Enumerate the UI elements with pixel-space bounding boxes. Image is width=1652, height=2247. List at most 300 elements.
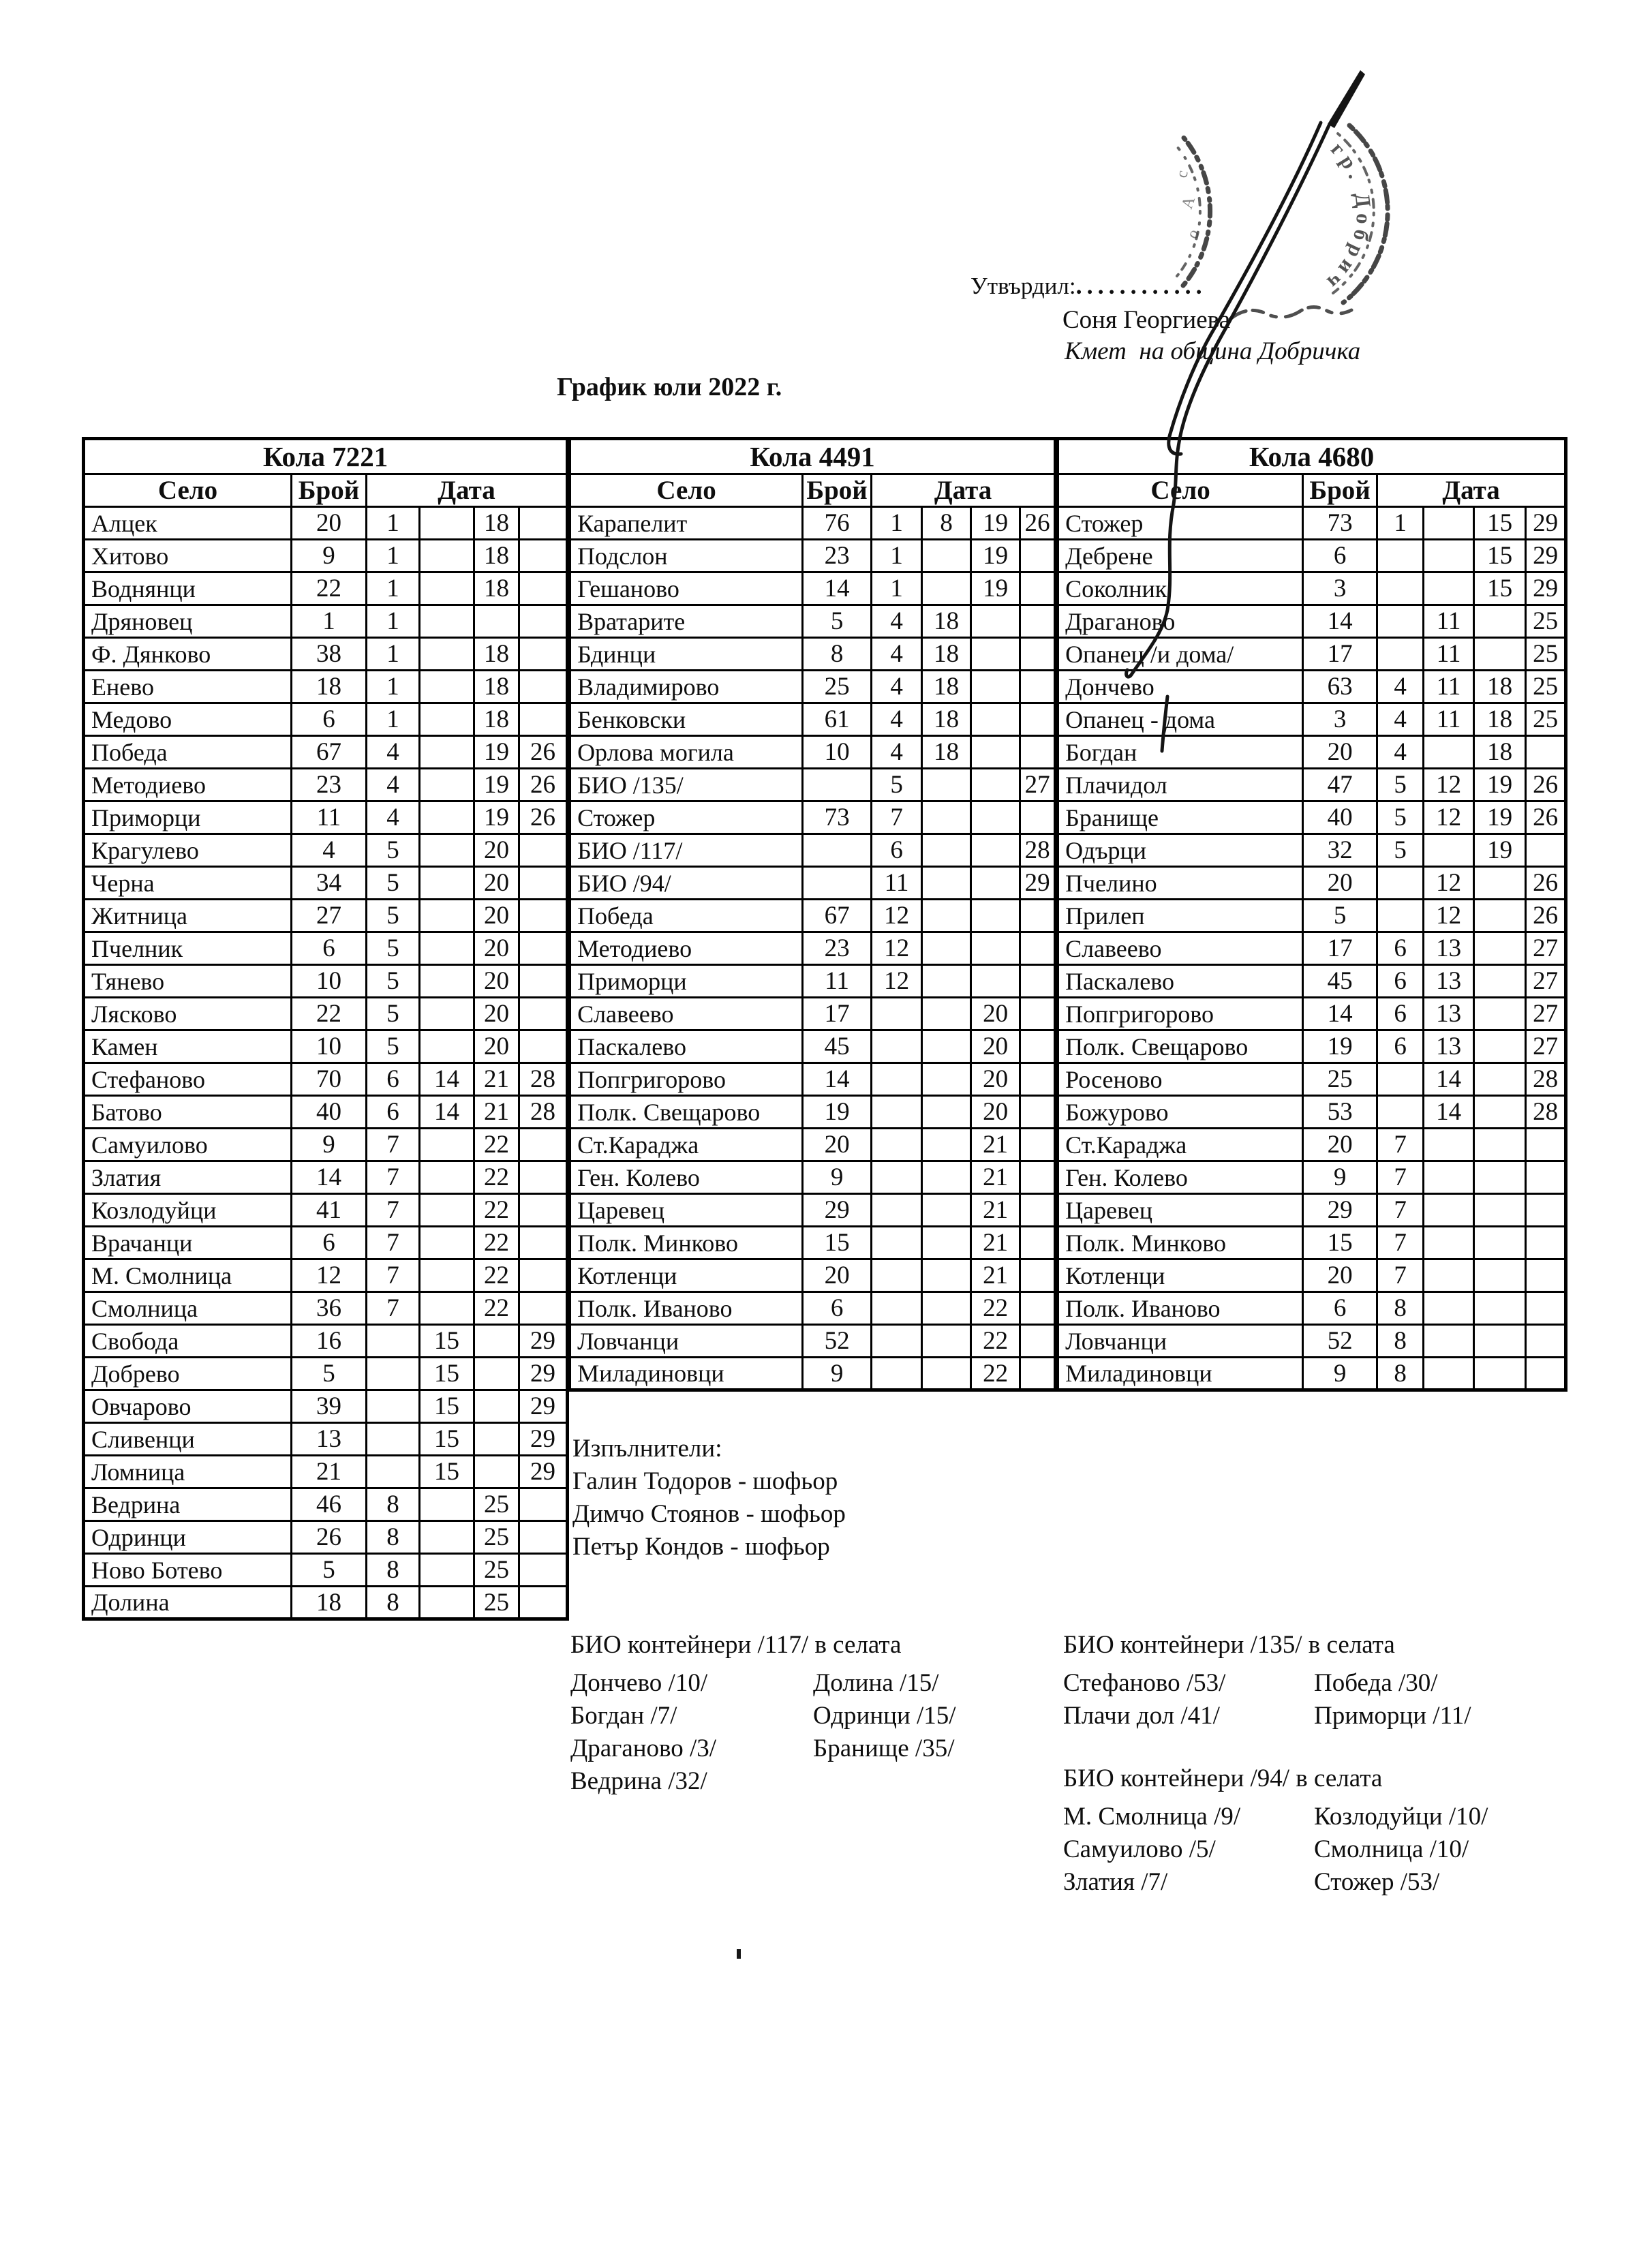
date-cell [420,605,474,638]
table-row [570,572,1056,605]
table-row [84,932,568,965]
date-cell [519,867,568,900]
date-cell [1526,834,1566,867]
date-cell: 13 [1424,1030,1474,1063]
date-cell: 19 [971,507,1020,540]
table-row [1058,998,1566,1030]
table-row [1058,932,1566,965]
village-cell: Подслон [570,540,803,572]
date-cell: 15 [1474,540,1526,572]
date-cell: 27 [1020,769,1056,801]
table-row [1058,736,1566,769]
date-cell: 1 [1377,507,1424,540]
date-cell: 19 [1474,769,1526,801]
date-cell [1526,1325,1566,1358]
date-cell [1020,671,1056,703]
date-cell [922,1063,971,1096]
table-row [570,1358,1056,1390]
count-cell: 25 [803,671,872,703]
village-cell: Сливенци [84,1423,292,1456]
table-row [84,1227,568,1259]
date-cell: 4 [1377,703,1424,736]
date-cell [1020,605,1056,638]
bio-village-item: Козлодуйци /10/ [1314,1803,1488,1831]
date-cell [922,801,971,834]
village-cell: Росеново [1058,1063,1303,1096]
bio-village-item: Златия /7/ [1063,1868,1168,1896]
village-cell: Камен [84,1030,292,1063]
date-cell: 13 [1424,998,1474,1030]
table-row [84,1030,568,1063]
table-row [1058,900,1566,932]
date-cell [420,867,474,900]
bio-heading: БИО контейнери /117/ в селата [570,1631,902,1659]
count-cell: 29 [803,1194,872,1227]
count-cell: 20 [803,1129,872,1161]
village-cell: Ст.Караджа [1058,1129,1303,1161]
village-cell: Миладиновци [570,1358,803,1390]
table-row [1058,572,1566,605]
village-cell: Богдан [1058,736,1303,769]
table-row [570,1030,1056,1063]
date-cell: 19 [474,801,519,834]
date-cell: 7 [1377,1227,1424,1259]
date-cell [420,736,474,769]
date-cell [420,1030,474,1063]
date-cell [922,1358,971,1390]
table-row [84,900,568,932]
date-cell [420,1488,474,1521]
table-row [84,1292,568,1325]
village-cell: Приморци [84,801,292,834]
table-row [570,671,1056,703]
count-cell: 39 [292,1390,367,1423]
date-cell: 7 [1377,1194,1424,1227]
date-cell [1020,900,1056,932]
village-cell: Ловчанци [570,1325,803,1358]
village-column-header: Село [84,474,292,507]
village-cell: Гешаново [570,572,803,605]
date-cell: 28 [519,1096,568,1129]
village-cell: Бранище [1058,801,1303,834]
date-cell [872,1325,922,1358]
village-cell: Добрево [84,1358,292,1390]
table-row [570,998,1056,1030]
stamp-arc-right-outer [1343,125,1388,303]
date-cell [922,867,971,900]
village-cell: Дебрене [1058,540,1303,572]
count-cell: 29 [1303,1194,1377,1227]
village-cell: Смолница [84,1292,292,1325]
count-cell: 40 [292,1096,367,1129]
date-cell [420,703,474,736]
table-row [84,998,568,1030]
date-cell: 20 [474,932,519,965]
count-cell [803,834,872,867]
village-column-header: Село [570,474,803,507]
village-cell: Опанец - дома [1058,703,1303,736]
date-cell [420,671,474,703]
date-cell: 14 [1424,1096,1474,1129]
date-cell: 22 [474,1292,519,1325]
date-cell: 7 [1377,1259,1424,1292]
date-cell [872,1194,922,1227]
count-cell: 6 [292,1227,367,1259]
stamp-arc-left-outer [1183,137,1210,286]
date-cell [1474,638,1526,671]
driver-name: Петър Кондов - шофьор [572,1533,830,1561]
date-cell [519,900,568,932]
date-cell: 26 [519,769,568,801]
date-cell [1020,801,1056,834]
stamp-arc-right-inner [1333,134,1374,293]
table-row [84,1358,568,1390]
count-cell: 14 [803,1063,872,1096]
table-row [1058,1129,1566,1161]
date-cell: 25 [1526,703,1566,736]
date-cell: 25 [474,1554,519,1587]
table-row [570,932,1056,965]
car-table-4491 [569,437,1057,1392]
count-cell: 23 [292,769,367,801]
date-cell: 6 [1377,998,1424,1030]
count-cell: 5 [1303,900,1377,932]
date-cell: 20 [474,834,519,867]
village-cell: Бенковски [570,703,803,736]
bio-column-left [1063,1668,1314,1734]
date-cell [474,605,519,638]
date-cell [1424,1194,1474,1227]
date-cell [1377,900,1424,932]
date-cell: 8 [922,507,971,540]
table-row [84,1129,568,1161]
date-cell [1020,965,1056,998]
date-cell: 21 [971,1194,1020,1227]
date-cell [1020,932,1056,965]
driver-name: Димчо Стоянов - шофьор [572,1500,846,1528]
count-cell: 8 [803,638,872,671]
date-cell: 6 [1377,932,1424,965]
date-cell: 29 [1526,507,1566,540]
date-cell: 15 [1474,572,1526,605]
date-cell [872,1292,922,1325]
village-cell: Владимирово [570,671,803,703]
date-cell: 8 [1377,1325,1424,1358]
date-cell: 7 [367,1161,420,1194]
date-cell: 18 [474,703,519,736]
date-cell [971,965,1020,998]
date-cell: 14 [420,1096,474,1129]
date-cell: 13 [1424,965,1474,998]
date-cell [1474,1161,1526,1194]
date-cell [474,1325,519,1358]
date-cell [420,638,474,671]
village-cell: Лясково [84,998,292,1030]
date-cell: 18 [1474,671,1526,703]
table-row [1058,834,1566,867]
count-cell: 45 [1303,965,1377,998]
bio-section-117 [570,1630,956,1799]
date-cell [1526,1161,1566,1194]
date-cell: 22 [971,1292,1020,1325]
stamp-city-text: гр. Добрич [1319,137,1377,298]
date-cell [519,1227,568,1259]
date-cell [519,834,568,867]
count-cell: 15 [1303,1227,1377,1259]
table-row [1058,801,1566,834]
village-cell: Славеево [570,998,803,1030]
date-cell: 22 [474,1161,519,1194]
table-row [570,605,1056,638]
date-cell [1526,1292,1566,1325]
date-cell [420,1259,474,1292]
village-cell: Долина [84,1587,292,1619]
approver-title: Кмет на община Добричка [1065,337,1361,365]
date-cell: 15 [420,1358,474,1390]
date-cell [1424,1325,1474,1358]
bio-village-item: Ведрина /32/ [570,1767,707,1795]
executors-heading: Изпълнители: [572,1435,722,1463]
table-row [570,801,1056,834]
car-title: Кола 4680 [1058,439,1566,474]
table-row [1058,1358,1566,1390]
count-cell: 9 [292,1129,367,1161]
count-cell: 3 [1303,572,1377,605]
table-row [570,900,1056,932]
table-row [1058,1325,1566,1358]
village-cell: Ловчанци [1058,1325,1303,1358]
date-cell: 11 [1424,605,1474,638]
date-cell: 5 [1377,834,1424,867]
date-cell: 7 [367,1292,420,1325]
date-cell [922,900,971,932]
table-row [570,965,1056,998]
count-cell: 70 [292,1063,367,1096]
date-cell: 27 [1526,965,1566,998]
village-cell: Полк. Иваново [1058,1292,1303,1325]
date-cell: 26 [519,801,568,834]
date-cell [519,1587,568,1619]
count-column-header: Брой [803,474,872,507]
date-cell [971,605,1020,638]
date-cell: 1 [367,605,420,638]
village-cell: Ново Ботево [84,1554,292,1587]
date-cell [971,671,1020,703]
date-cell: 20 [971,1063,1020,1096]
date-cell [872,1227,922,1259]
table-row [1058,638,1566,671]
date-cell [1020,1129,1056,1161]
date-cell: 27 [1526,998,1566,1030]
bio-village-item: М. Смолница /9/ [1063,1803,1241,1831]
date-cell: 8 [1377,1292,1424,1325]
date-cell: 18 [922,736,971,769]
village-cell: Бдинци [570,638,803,671]
table-row [1058,1030,1566,1063]
village-cell: Златия [84,1161,292,1194]
date-cell: 22 [971,1358,1020,1390]
count-cell: 14 [292,1161,367,1194]
count-cell: 6 [292,932,367,965]
village-cell: Славеево [1058,932,1303,965]
date-cell [971,932,1020,965]
date-cell [420,834,474,867]
count-column-header: Брой [292,474,367,507]
date-cell [519,1129,568,1161]
village-cell: Плачидол [1058,769,1303,801]
date-cell: 28 [1020,834,1056,867]
approved-dotted-line: ............ [1075,272,1207,299]
date-cell: 29 [519,1423,568,1456]
date-cell [1377,540,1424,572]
date-cell [922,1227,971,1259]
bio-village-item: Дончево /10/ [570,1669,708,1697]
village-cell: Медово [84,703,292,736]
date-cell [1020,1227,1056,1259]
bio-section-94 [1063,1764,1488,1900]
date-cell: 1 [872,540,922,572]
table-row [84,1423,568,1456]
date-cell [1424,507,1474,540]
date-cell [474,1390,519,1423]
date-cell: 1 [872,572,922,605]
count-cell: 14 [803,572,872,605]
bio-village-item: Приморци /11/ [1314,1702,1471,1730]
date-cell: 28 [519,1063,568,1096]
date-cell [420,1521,474,1554]
table-row [570,1292,1056,1325]
date-cell: 1 [367,572,420,605]
table-row [1058,1292,1566,1325]
date-cell [872,1259,922,1292]
bio-village-item: Стефаново /53/ [1063,1669,1226,1697]
page-title: График юли 2022 г. [557,373,782,401]
count-cell: 18 [292,1587,367,1619]
car-title: Кола 7221 [84,439,568,474]
date-cell: 20 [474,900,519,932]
table-row [570,1325,1056,1358]
table-row [84,1194,568,1227]
date-cell [474,1358,519,1390]
date-cell [922,1325,971,1358]
table-row [570,1259,1056,1292]
count-cell: 76 [803,507,872,540]
date-cell: 21 [971,1227,1020,1259]
date-cell [971,769,1020,801]
village-cell: Козлодуйци [84,1194,292,1227]
count-cell: 21 [292,1456,367,1488]
count-cell: 6 [803,1292,872,1325]
date-cell: 28 [1526,1096,1566,1129]
date-cell: 7 [1377,1161,1424,1194]
date-cell: 4 [367,769,420,801]
count-cell: 11 [803,965,872,998]
date-cell [420,1227,474,1259]
date-cell: 29 [1526,572,1566,605]
bio-heading: БИО контейнери /94/ в селата [1063,1764,1383,1792]
date-cell: 19 [474,736,519,769]
executors-block [572,1433,846,1563]
date-cell [872,1030,922,1063]
date-cell: 18 [474,540,519,572]
date-cell: 25 [1526,671,1566,703]
approved-label: Утвърдил: [970,273,1076,299]
date-cell [1020,1358,1056,1390]
date-cell [519,1259,568,1292]
date-cell [1424,736,1474,769]
count-cell: 26 [292,1521,367,1554]
table-row [84,1587,568,1619]
table-row [84,507,568,540]
village-cell: М. Смолница [84,1259,292,1292]
date-cell [1474,1194,1526,1227]
table-row [84,1456,568,1488]
count-cell: 20 [803,1259,872,1292]
count-cell: 6 [1303,540,1377,572]
village-cell: Полк. Свещарово [1058,1030,1303,1063]
date-cell [1424,1227,1474,1259]
date-cell [367,1423,420,1456]
count-cell: 67 [803,900,872,932]
date-cell [1474,1129,1526,1161]
stamp-letter-fragment: А [1178,194,1199,211]
date-cell: 12 [1424,867,1474,900]
date-cell: 4 [872,671,922,703]
car-table-4680 [1057,437,1567,1392]
date-cell [872,1129,922,1161]
count-cell: 20 [1303,736,1377,769]
date-cell: 15 [420,1390,474,1423]
bio-village-item: Долина /15/ [813,1669,939,1697]
approved-line [970,271,1207,300]
date-cell: 5 [367,998,420,1030]
count-cell: 22 [292,572,367,605]
bio-village-item: Богдан /7/ [570,1702,677,1730]
village-cell: Черна [84,867,292,900]
date-cell: 8 [367,1521,420,1554]
table-row [1058,507,1566,540]
date-cell [1474,1030,1526,1063]
date-cell: 5 [367,867,420,900]
count-cell: 9 [803,1161,872,1194]
date-cell [367,1325,420,1358]
date-cell [420,1194,474,1227]
date-cell [1526,1194,1566,1227]
date-cell [922,998,971,1030]
count-cell: 12 [292,1259,367,1292]
date-cell: 21 [971,1129,1020,1161]
bio-columns [1063,1668,1471,1734]
date-cell [922,769,971,801]
date-cell [519,965,568,998]
village-column-header: Село [1058,474,1303,507]
date-cell: 21 [474,1063,519,1096]
village-cell: Енево [84,671,292,703]
date-cell: 7 [367,1227,420,1259]
date-cell: 29 [519,1456,568,1488]
date-cell [1474,998,1526,1030]
count-cell: 25 [1303,1063,1377,1096]
date-cell [1474,1292,1526,1325]
count-cell [803,769,872,801]
bio-village-item: Драганово /3/ [570,1734,717,1762]
date-cell: 22 [474,1194,519,1227]
date-cell [519,1292,568,1325]
date-cell [1474,1063,1526,1096]
count-cell: 67 [292,736,367,769]
date-cell [971,834,1020,867]
date-cell [519,703,568,736]
